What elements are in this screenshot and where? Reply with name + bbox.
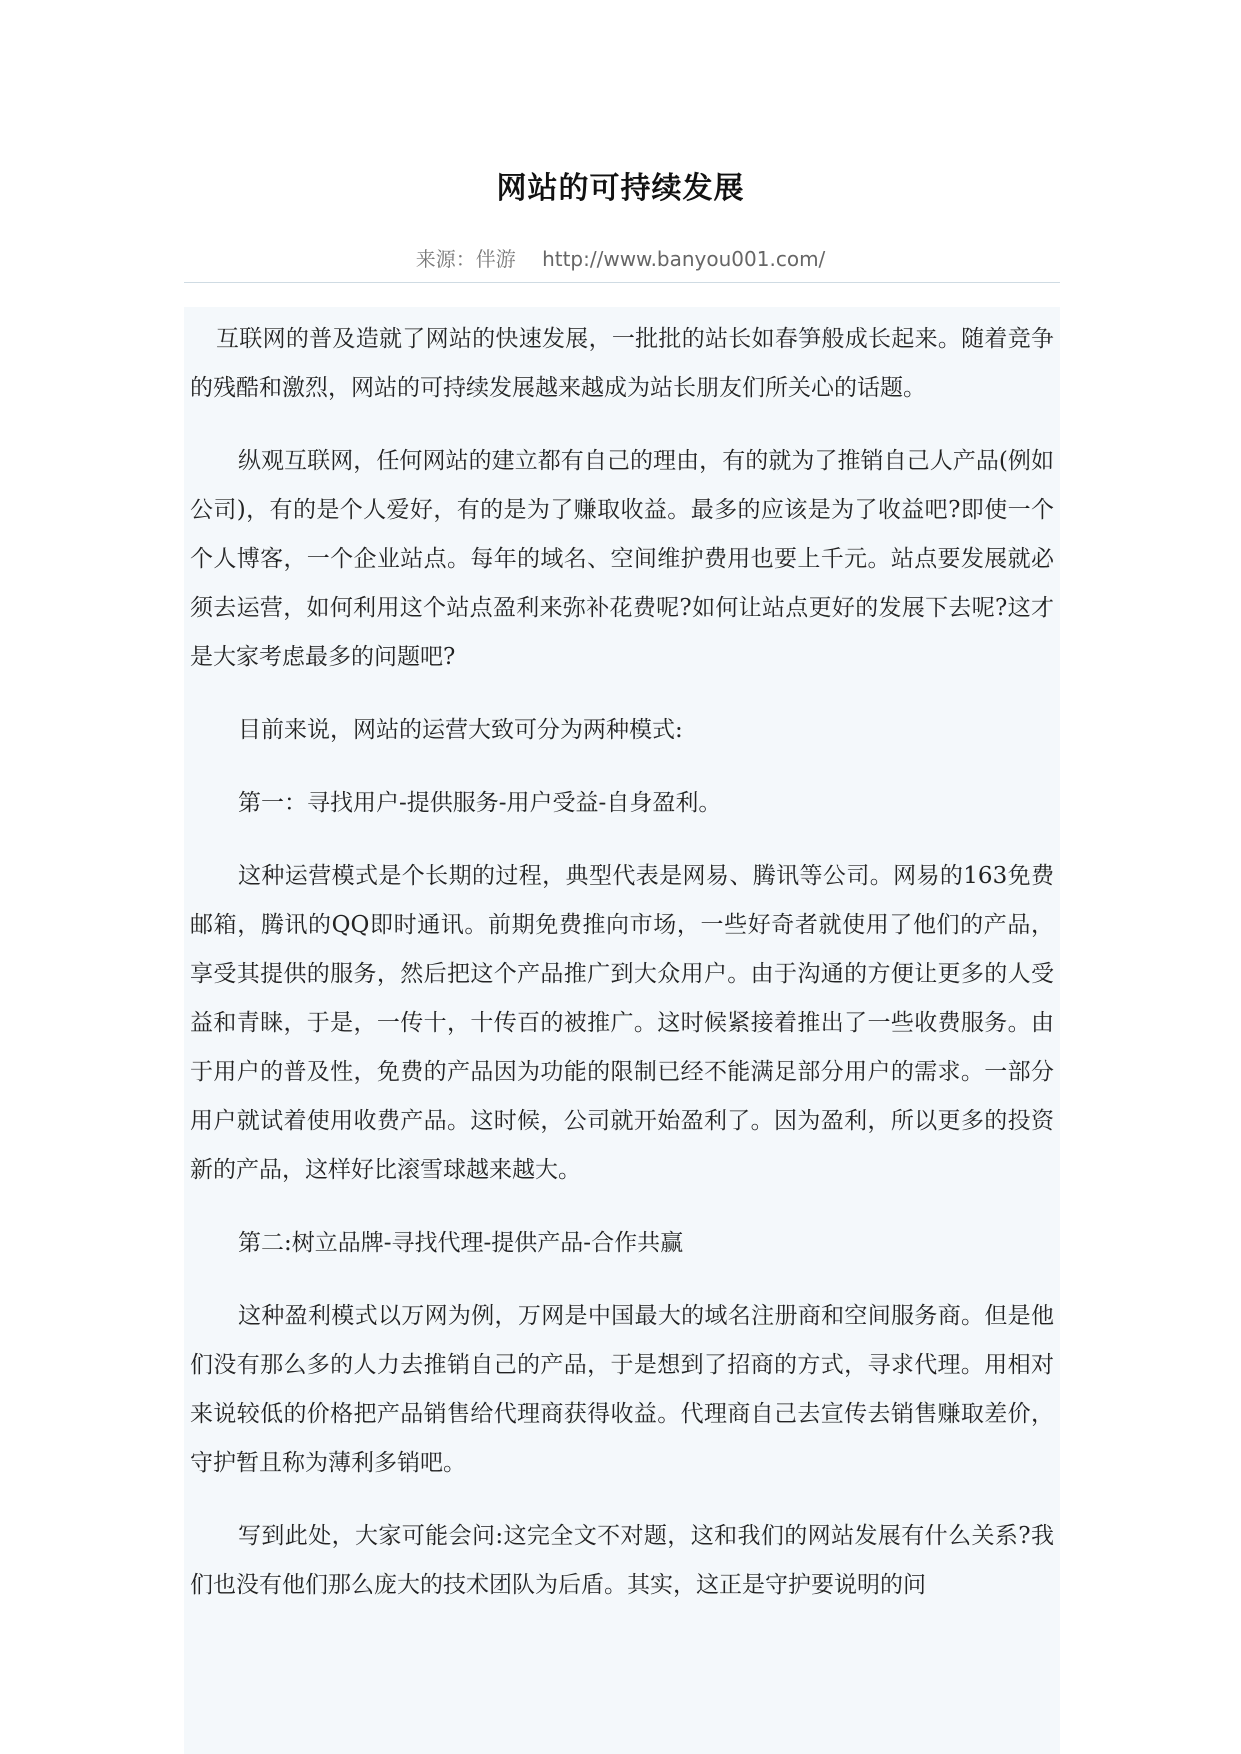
article-body — [184, 307, 1060, 1754]
source-line — [0, 243, 1241, 272]
article-paragraph: 纵观互联网，任何网站的建立都有自己的理由，有的就为了推销自己人产品(例如公司)，有的是个人爱好，有的是为了赚取收益。最多的应该是为了收益吧?即使一个个人博客，一个企业站点。每年的域名、空间维护费用也要上千元。站点要发展就必须去运营，如何利用这个站点盈利来弥补花费呢?如何让站点更好的发展下去呢?这才是大家考虑最多的问题吧? — [190, 448, 1054, 670]
article-paragraph: 目前来说，网站的运营大致可分为两种模式: — [238, 717, 683, 743]
title-divider — [184, 282, 1060, 283]
article-paragraph: 这种盈利模式以万网为例，万网是中国最大的域名注册商和空间服务商。但是他们没有那么多的人力去推销自己的产品，于是想到了招商的方式，寻求代理。用相对来说较低的价格把产品销售给代理商获得收益。代理商自己去宣传去销售赚取差价，守护暂且称为薄利多销吧。 — [190, 1303, 1054, 1476]
source-url-link[interactable]: http://www.banyou001.com/ — [542, 247, 826, 271]
article-paragraph: 写到此处，大家可能会问:这完全文不对题，这和我们的网站发展有什么关系?我们也没有他们那么庞大的技术团队为后盾。其实，这正是守护要说明的问 — [190, 1523, 1054, 1598]
article-paragraph: 互联网的普及造就了网站的快速发展，一批批的站长如春笋般成长起来。随着竞争的残酷和激烈，网站的可持续发展越来越成为站长朋友们所关心的话题。 — [190, 326, 1054, 401]
source-label: 来源：伴游 — [415, 247, 516, 271]
article-paragraph: 第一：寻找用户-提供服务-用户受益-自身盈利。 — [238, 790, 722, 816]
article-paragraph: 这种运营模式是个长期的过程，典型代表是网易、腾讯等公司。网易的163免费邮箱，腾讯的QQ即时通讯。前期免费推向市场，一些好奇者就使用了他们的产品，享受其提供的服务，然后把这个产品推广到大众用户。由于沟通的方便让更多的人受益和青睐，于是，一传十，十传百的被推广。这时候紧接着推出了一些收费服务。由于用户的普及性，免费的产品因为功能的限制已经不能满足部分用户的需求。一部分用户就试着使用收费产品。这时候，公司就开始盈利了。因为盈利，所以更多的投资新的产品，这样好比滚雪球越来越大。 — [190, 863, 1054, 1183]
page-title: 网站的可持续发展 — [496, 171, 745, 206]
article-paragraph: 第二:树立品牌-寻找代理-提供产品-合作共赢 — [238, 1230, 684, 1256]
